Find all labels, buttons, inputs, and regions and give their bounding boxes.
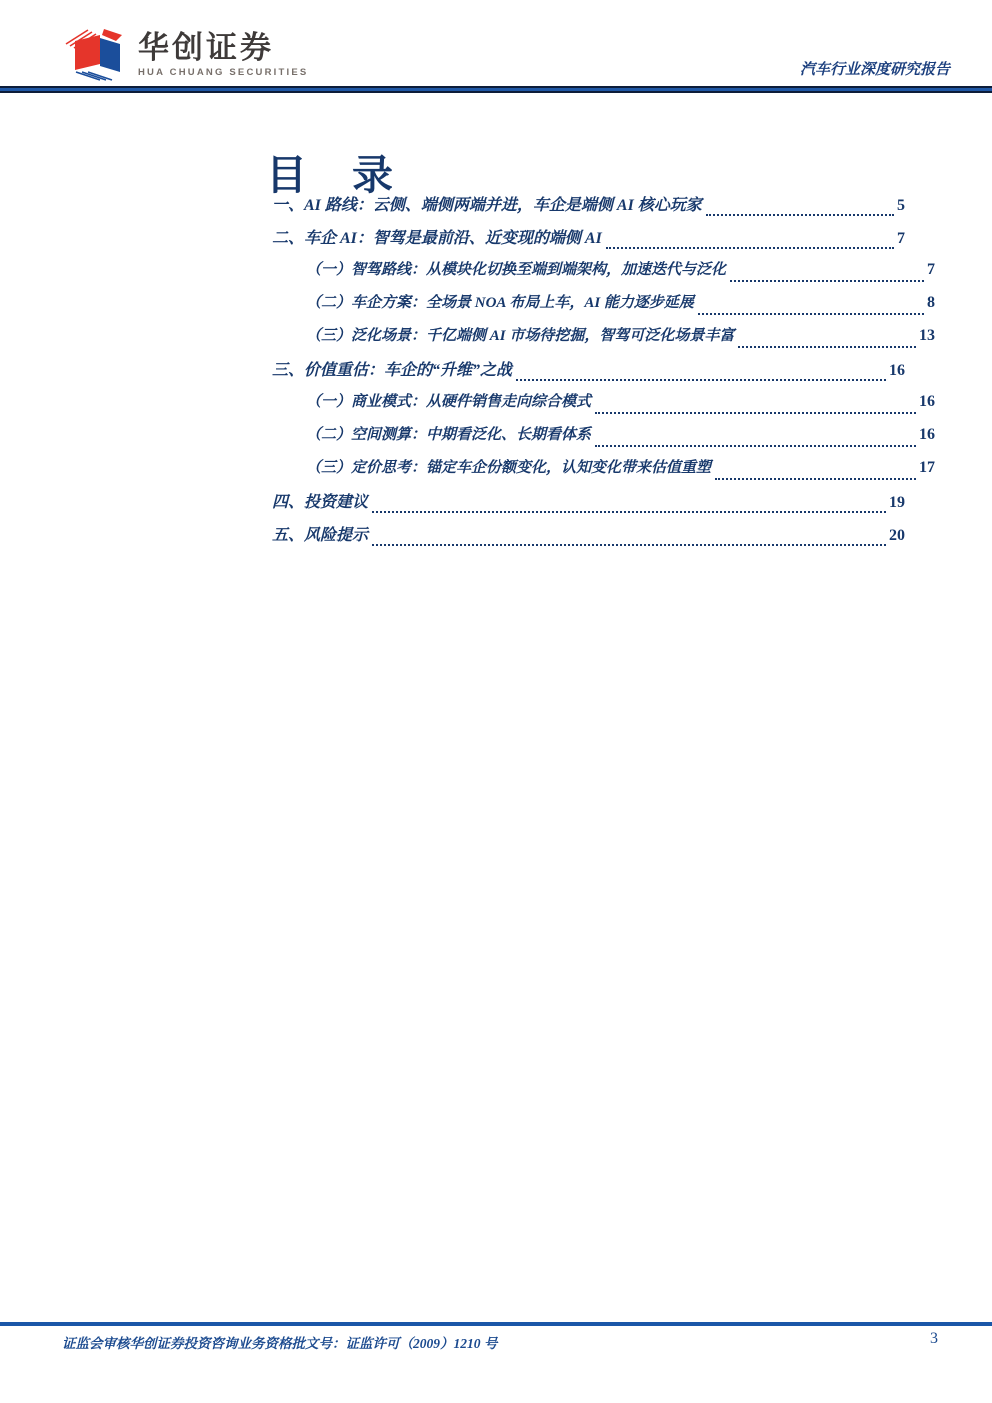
footer-license-text: 证监会审核华创证券投资咨询业务资格批文号：证监许可（2009）1210 号 [62, 1336, 498, 1351]
toc-entry-label: 一、AI 路线：云侧、端侧两端并进，车企是端侧 AI 核心玩家 [272, 197, 702, 214]
toc-entry-page: 8 [927, 294, 935, 311]
toc-entry-label: （三）泛化场景：千亿端侧 AI 市场待挖掘，智驾可泛化场景丰富 [306, 328, 735, 344]
dot-leader [516, 379, 886, 381]
toc-entry-label: （二）空间测算：中期看泛化、长期看体系 [306, 427, 592, 443]
dot-leader [372, 511, 886, 513]
toc-entry[interactable] [272, 357, 905, 390]
dot-leader [606, 247, 894, 249]
toc-title: 目 录 [266, 152, 395, 199]
toc-entry-label: 五、风险提示 [272, 527, 369, 544]
toc-entry[interactable] [306, 258, 935, 291]
toc-entry-label: （一）商业模式：从硬件销售走向综合模式 [306, 394, 592, 410]
dot-leader [698, 313, 924, 315]
header-divider [0, 86, 992, 93]
toc-entry-label: （三）定价思考：锚定车企份额变化，认知变化带来估值重塑 [306, 460, 712, 476]
toc-entry-label: （一）智驾路线：从模块化切换至端到端架构，加速迭代与泛化 [306, 262, 727, 278]
toc-entry-page: 16 [919, 426, 935, 443]
toc-entry-page: 17 [919, 459, 935, 476]
toc-entry[interactable] [272, 192, 905, 225]
huachuang-logo [64, 26, 308, 82]
toc-entry-page: 16 [889, 362, 905, 379]
dot-leader [595, 412, 916, 414]
dot-leader [706, 214, 894, 216]
logo-company-name: 华创证券 [138, 29, 274, 65]
dot-leader [372, 544, 886, 546]
toc-entry-page: 19 [889, 494, 905, 511]
dot-leader [738, 346, 916, 348]
dot-leader [595, 445, 916, 447]
page-number: 3 [930, 1330, 938, 1347]
toc-entry[interactable] [306, 456, 935, 489]
dot-leader [715, 478, 916, 480]
report-type-label: 汽车行业深度研究报告 [799, 62, 950, 78]
toc-entry[interactable] [306, 390, 935, 423]
toc-entry-label: 二、车企 AI：智驾是最前沿、近变现的端侧 AI [272, 230, 602, 247]
toc-entry-page: 7 [897, 230, 905, 247]
toc-entry-label: 四、投资建议 [272, 494, 369, 511]
toc-entry[interactable] [306, 324, 935, 357]
toc-entry[interactable] [306, 291, 935, 324]
toc-entry-page: 16 [919, 393, 935, 410]
toc-entry-page: 20 [889, 527, 905, 544]
toc-entry-page: 5 [897, 197, 905, 214]
footer-divider [0, 1322, 992, 1326]
toc-entry-page: 13 [919, 327, 935, 344]
toc-entry-page: 7 [927, 261, 935, 278]
toc-entry[interactable] [272, 489, 905, 522]
table-of-contents [272, 192, 942, 555]
dot-leader [730, 280, 924, 282]
toc-entry-label: 三、价值重估：车企的“升维”之战 [272, 362, 513, 379]
toc-entry-label: （二）车企方案：全场景 NOA 布局上车，AI 能力逐步延展 [306, 295, 694, 311]
huachuang-cube-icon [64, 26, 128, 82]
toc-entry[interactable] [306, 423, 935, 456]
toc-entry[interactable] [272, 522, 905, 555]
logo-company-name-en: HUA CHUANG SECURITIES [138, 66, 309, 78]
toc-entry[interactable] [272, 225, 905, 258]
